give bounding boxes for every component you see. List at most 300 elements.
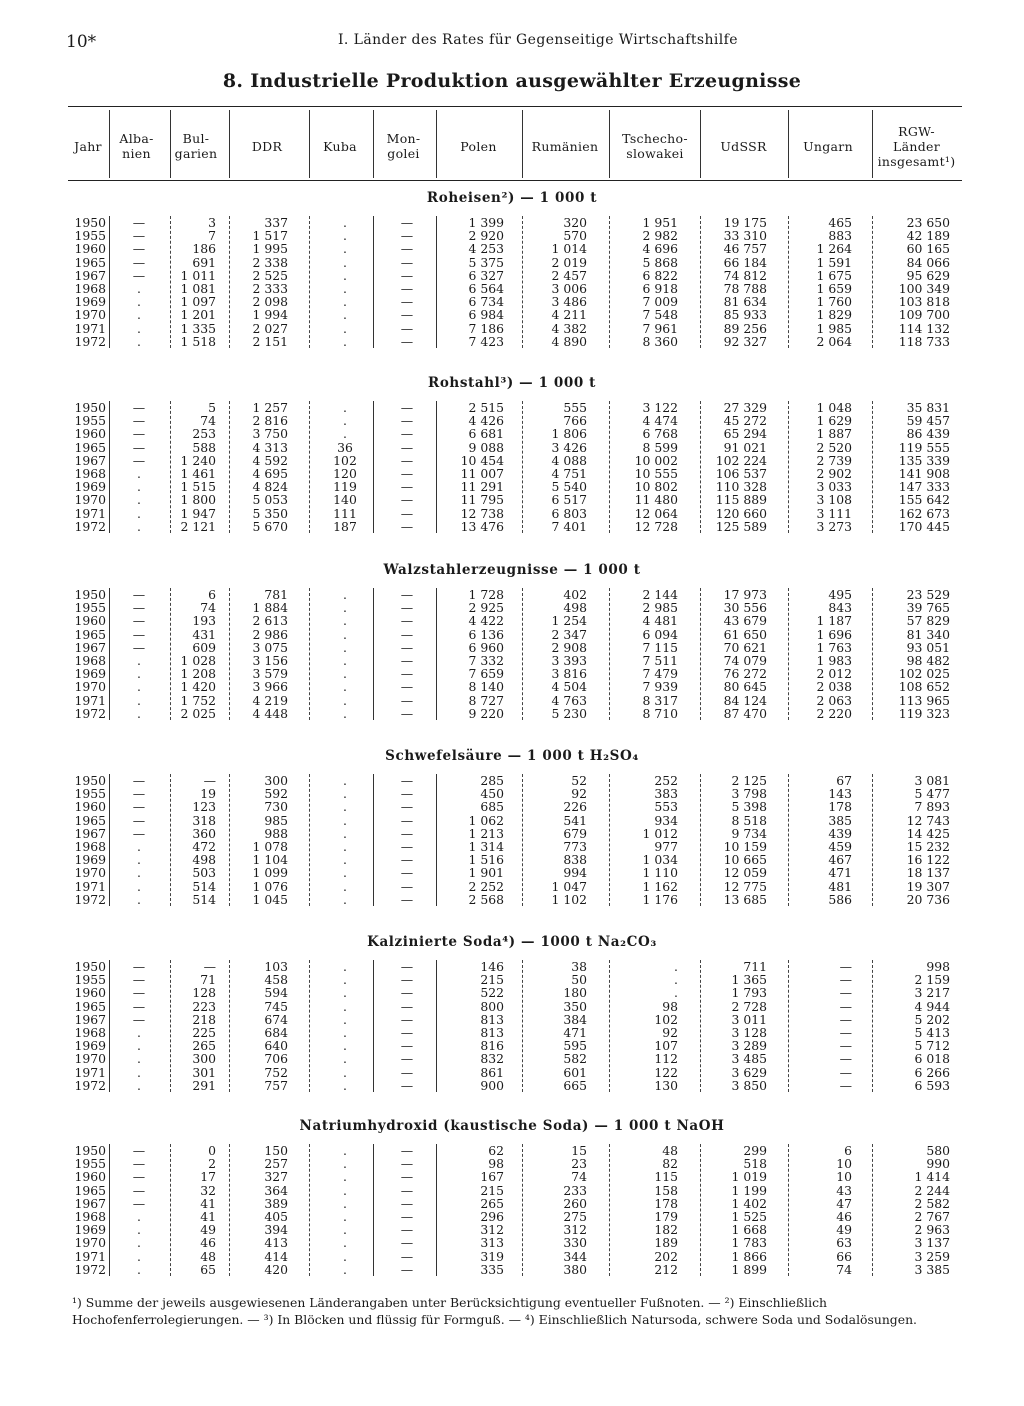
table-cell-mongolei: — xyxy=(400,825,414,841)
table-cell-kuba: . xyxy=(343,307,347,323)
header-separator xyxy=(522,110,523,178)
table-cell-udssr: 3 011 xyxy=(731,1011,767,1027)
header-bottom-rule xyxy=(68,180,962,181)
table-cell-tschechoslowakei: 6 822 xyxy=(642,267,678,283)
table-cell-mongolei: — xyxy=(400,1038,414,1054)
table-cell-albanien: . xyxy=(137,653,141,668)
table-cell-rumaenien: 384 xyxy=(563,1011,587,1027)
table-cell-mongolei: — xyxy=(400,400,414,415)
table-cell-udssr: 1 783 xyxy=(731,1235,767,1251)
table-cell-polen: 146 xyxy=(480,959,504,974)
table-cell-polen: 1 516 xyxy=(468,852,504,868)
table-cell-udssr: 1 199 xyxy=(731,1182,767,1198)
table-cell-polen: 6 734 xyxy=(468,294,504,310)
table-cell-bulgarien: 609 xyxy=(192,639,216,655)
table-cell-ddr: 4 592 xyxy=(252,452,288,468)
table-cell-polen: 2 515 xyxy=(468,400,504,415)
table-cell-rgw: 93 051 xyxy=(906,639,950,655)
table-cell-ddr: 1 884 xyxy=(252,600,288,616)
table-cell-rumaenien: 380 xyxy=(563,1261,587,1277)
table-cell-mongolei: — xyxy=(400,891,414,907)
table-cell-udssr: 3 629 xyxy=(731,1064,767,1080)
table-cell-tschechoslowakei: 202 xyxy=(654,1248,678,1264)
table-cell-albanien: — xyxy=(132,998,146,1014)
table-cell-bulgarien: 318 xyxy=(192,812,216,828)
table-cell-jahr: 1972 xyxy=(74,1077,106,1093)
table-cell-ungarn: — xyxy=(839,959,852,974)
table-cell-jahr: 1965 xyxy=(74,812,106,828)
table-cell-albanien: — xyxy=(132,613,146,629)
section-title: Walzstahlerzeugnisse — 1 000 t xyxy=(383,562,641,578)
table-row xyxy=(0,866,1024,879)
table-cell-polen: 11 291 xyxy=(460,479,504,495)
table-cell-udssr: 711 xyxy=(743,959,767,974)
table-cell-ddr: 706 xyxy=(264,1051,288,1067)
table-cell-rumaenien: 471 xyxy=(563,1025,587,1040)
table-cell-rgw: 1 414 xyxy=(914,1169,950,1185)
table-cell-bulgarien: 265 xyxy=(192,1038,216,1054)
table-cell-polen: 313 xyxy=(480,1235,504,1251)
table-cell-bulgarien: 291 xyxy=(192,1077,216,1093)
table-cell-tschechoslowakei: 12 728 xyxy=(634,518,678,534)
table-row xyxy=(0,1026,1024,1039)
table-cell-jahr: 1972 xyxy=(74,705,106,721)
table-cell-rumaenien: 38 xyxy=(571,959,587,974)
table-cell-rgw: 18 137 xyxy=(906,865,950,881)
table-cell-ungarn: 1 264 xyxy=(816,241,852,257)
table-row xyxy=(0,322,1024,335)
table-cell-kuba: 187 xyxy=(333,518,357,534)
table-cell-rgw: 5 712 xyxy=(914,1038,950,1054)
table-cell-kuba: . xyxy=(343,692,347,708)
table-cell-mongolei: — xyxy=(400,1143,414,1158)
table-cell-ungarn: 49 xyxy=(836,1222,852,1238)
table-row xyxy=(0,1223,1024,1236)
table-cell-mongolei: — xyxy=(400,426,414,442)
table-cell-bulgarien: 588 xyxy=(192,439,216,455)
table-cell-bulgarien: 0 xyxy=(208,1143,216,1158)
table-cell-bulgarien: 1 011 xyxy=(180,267,216,283)
table-cell-bulgarien: 2 121 xyxy=(180,518,216,534)
table-cell-ddr: 3 750 xyxy=(252,426,288,442)
table-cell-tschechoslowakei: 7 479 xyxy=(642,666,678,682)
table-cell-jahr: 1960 xyxy=(74,426,106,442)
table-cell-albanien: . xyxy=(137,505,141,521)
table-cell-mongolei: — xyxy=(400,639,414,655)
table-cell-ungarn: 2 038 xyxy=(816,679,852,695)
table-cell-albanien: . xyxy=(137,852,141,868)
table-cell-albanien: — xyxy=(132,799,146,815)
table-cell-bulgarien: 123 xyxy=(192,799,216,815)
table-row xyxy=(0,1184,1024,1197)
table-cell-kuba: . xyxy=(343,1025,347,1040)
table-cell-jahr: 1960 xyxy=(74,799,106,815)
table-cell-tschechoslowakei: 11 480 xyxy=(634,492,678,508)
table-cell-polen: 2 568 xyxy=(468,891,504,907)
table-cell-udssr: 5 398 xyxy=(731,799,767,815)
table-cell-mongolei: — xyxy=(400,705,414,721)
table-row xyxy=(0,401,1024,414)
table-cell-mongolei: — xyxy=(400,466,414,481)
table-cell-albanien: — xyxy=(132,452,146,468)
table-cell-ungarn: 843 xyxy=(828,600,852,616)
table-cell-jahr: 1950 xyxy=(74,587,106,602)
table-cell-mongolei: — xyxy=(400,320,414,336)
table-cell-albanien: . xyxy=(137,878,141,894)
table-cell-polen: 685 xyxy=(480,799,504,815)
table-cell-polen: 11 007 xyxy=(460,466,504,481)
table-cell-polen: 8 727 xyxy=(468,692,504,708)
table-cell-rgw: 59 457 xyxy=(906,413,950,429)
table-cell-tschechoslowakei: 2 985 xyxy=(642,600,678,616)
table-cell-rumaenien: 1 254 xyxy=(551,613,587,629)
table-cell-kuba: . xyxy=(343,241,347,257)
table-row xyxy=(0,588,1024,601)
table-cell-jahr: 1971 xyxy=(74,320,106,336)
table-cell-jahr: 1969 xyxy=(74,666,106,682)
table-cell-rumaenien: 4 751 xyxy=(551,466,587,481)
table-cell-udssr: 76 272 xyxy=(723,666,767,682)
table-cell-udssr: 13 685 xyxy=(723,891,767,907)
table-cell-rumaenien: 92 xyxy=(571,786,587,802)
table-cell-mongolei: — xyxy=(400,333,414,349)
table-cell-rumaenien: 1 014 xyxy=(551,241,587,257)
table-cell-ddr: 745 xyxy=(264,998,288,1014)
table-cell-tschechoslowakei: 189 xyxy=(654,1235,678,1251)
table-row xyxy=(0,1013,1024,1026)
table-cell-ungarn: 74 xyxy=(836,1261,852,1277)
table-cell-albanien: . xyxy=(137,666,141,682)
table-cell-rgw: 2 582 xyxy=(914,1195,950,1211)
table-cell-mongolei: — xyxy=(400,1248,414,1264)
table-cell-polen: 2 925 xyxy=(468,600,504,616)
table-cell-kuba: . xyxy=(343,1182,347,1198)
table-cell-tschechoslowakei: 7 961 xyxy=(642,320,678,336)
table-cell-rgw: 114 132 xyxy=(898,320,950,336)
table-cell-udssr: 12 059 xyxy=(723,865,767,881)
table-row xyxy=(0,960,1024,973)
table-cell-ddr: 300 xyxy=(264,773,288,788)
table-cell-udssr: 1 899 xyxy=(731,1261,767,1277)
table-cell-jahr: 1967 xyxy=(74,452,106,468)
table-cell-ddr: 2 986 xyxy=(252,626,288,642)
table-cell-rgw: 3 137 xyxy=(914,1235,950,1251)
table-cell-jahr: 1955 xyxy=(74,228,106,244)
table-cell-mongolei: — xyxy=(400,812,414,828)
table-cell-rgw: 147 333 xyxy=(898,479,950,495)
table-cell-ungarn: 1 659 xyxy=(816,281,852,296)
table-cell-jahr: 1969 xyxy=(74,852,106,868)
table-cell-rgw: 109 700 xyxy=(898,307,950,323)
table-cell-rumaenien: 15 xyxy=(571,1143,587,1158)
table-cell-jahr: 1971 xyxy=(74,878,106,894)
table-cell-rumaenien: 595 xyxy=(563,1038,587,1054)
table-cell-udssr: 19 175 xyxy=(723,215,767,230)
table-cell-polen: 6 564 xyxy=(468,281,504,296)
table-cell-ddr: 3 579 xyxy=(252,666,288,682)
table-cell-bulgarien: 186 xyxy=(192,241,216,257)
table-row xyxy=(0,467,1024,480)
table-cell-tschechoslowakei: 4 481 xyxy=(642,613,678,629)
table-cell-bulgarien: 1 081 xyxy=(180,281,216,296)
table-cell-bulgarien: 691 xyxy=(192,254,216,270)
column-header-albanien: Alba- nien xyxy=(119,131,154,161)
table-cell-tschechoslowakei: 1 951 xyxy=(642,215,678,230)
table-cell-tschechoslowakei: . xyxy=(674,972,678,988)
table-cell-ddr: 458 xyxy=(264,972,288,988)
table-row xyxy=(0,335,1024,348)
table-cell-ungarn: 2 063 xyxy=(816,692,852,708)
table-cell-mongolei: — xyxy=(400,839,414,854)
table-row xyxy=(0,774,1024,787)
table-cell-kuba: 111 xyxy=(333,505,357,521)
table-cell-kuba: . xyxy=(343,839,347,854)
table-cell-udssr: 80 645 xyxy=(723,679,767,695)
table-cell-mongolei: — xyxy=(400,505,414,521)
table-cell-kuba: . xyxy=(343,1222,347,1238)
table-cell-rgw: 580 xyxy=(926,1143,950,1158)
table-cell-tschechoslowakei: 934 xyxy=(654,812,678,828)
table-top-rule xyxy=(68,106,962,107)
table-cell-rgw: 108 652 xyxy=(898,679,950,695)
table-cell-kuba: . xyxy=(343,600,347,616)
table-cell-polen: 6 960 xyxy=(468,639,504,655)
table-cell-jahr: 1971 xyxy=(74,1064,106,1080)
table-cell-mongolei: — xyxy=(400,228,414,244)
table-cell-tschechoslowakei: 1 110 xyxy=(642,865,678,881)
table-cell-rumaenien: 275 xyxy=(563,1209,587,1224)
table-cell-kuba: . xyxy=(343,705,347,721)
table-cell-rgw: 84 066 xyxy=(906,254,950,270)
table-cell-ungarn: — xyxy=(839,985,852,1001)
table-cell-udssr: 89 256 xyxy=(723,320,767,336)
table-cell-tschechoslowakei: 252 xyxy=(654,773,678,788)
table-row xyxy=(0,614,1024,627)
table-cell-ungarn: 1 763 xyxy=(816,639,852,655)
table-cell-ddr: 1 099 xyxy=(252,865,288,881)
table-cell-polen: 296 xyxy=(480,1209,504,1224)
table-cell-kuba: . xyxy=(343,626,347,642)
table-cell-tschechoslowakei: 122 xyxy=(654,1064,678,1080)
table-cell-mongolei: — xyxy=(400,959,414,974)
footnotes: ¹) Summe der jeweils ausgewiesenen Länderangaben unter Berücksichtigung eventueller Fußnoten. — ²) Einschließlich Hochofenferrolegierungen. — ³) In Blöcken und flüssig für Formguß. — ⁴) Einschließlich Natursoda, schwere Soda und Sodalösungen. xyxy=(72,1295,917,1327)
table-cell-ungarn: — xyxy=(839,1077,852,1093)
table-cell-albanien: — xyxy=(132,825,146,841)
table-cell-rgw: 100 349 xyxy=(898,281,950,296)
table-cell-udssr: 110 328 xyxy=(715,479,767,495)
column-header-mongolei: Mon- golei xyxy=(386,131,421,161)
table-cell-rgw: 2 159 xyxy=(914,972,950,988)
table-cell-tschechoslowakei: 179 xyxy=(654,1209,678,1224)
table-cell-tschechoslowakei: 1 176 xyxy=(642,891,678,907)
table-cell-jahr: 1960 xyxy=(74,1169,106,1185)
table-cell-jahr: 1968 xyxy=(74,281,106,296)
table-cell-ungarn: 143 xyxy=(828,786,852,802)
table-cell-mongolei: — xyxy=(400,692,414,708)
table-cell-udssr: 3 798 xyxy=(731,786,767,802)
table-cell-mongolei: — xyxy=(400,998,414,1014)
table-row xyxy=(0,1144,1024,1157)
header-separator xyxy=(609,110,610,178)
table-cell-ungarn: 1 675 xyxy=(816,267,852,283)
table-cell-kuba: . xyxy=(343,254,347,270)
table-cell-tschechoslowakei: 383 xyxy=(654,786,678,802)
table-cell-polen: 335 xyxy=(480,1261,504,1277)
table-cell-jahr: 1955 xyxy=(74,600,106,616)
table-row xyxy=(0,229,1024,242)
table-row xyxy=(0,1079,1024,1092)
table-cell-ungarn: 1 985 xyxy=(816,320,852,336)
table-cell-rumaenien: 665 xyxy=(563,1077,587,1093)
table-cell-udssr: 1 866 xyxy=(731,1248,767,1264)
table-row xyxy=(0,1157,1024,1170)
table-cell-ddr: 1 517 xyxy=(252,228,288,244)
table-cell-bulgarien: 41 xyxy=(200,1209,216,1224)
table-cell-udssr: 3 485 xyxy=(731,1051,767,1067)
table-cell-udssr: 74 079 xyxy=(723,653,767,668)
table-cell-tschechoslowakei: 12 064 xyxy=(634,505,678,521)
table-cell-rumaenien: 582 xyxy=(563,1051,587,1067)
table-cell-rgw: 3 217 xyxy=(914,985,950,1001)
table-cell-ddr: 674 xyxy=(264,1011,288,1027)
table-cell-albanien: — xyxy=(132,215,146,230)
table-cell-kuba: . xyxy=(343,891,347,907)
table-cell-ddr: 420 xyxy=(264,1261,288,1277)
table-cell-mongolei: — xyxy=(400,600,414,616)
table-cell-bulgarien: 1 420 xyxy=(180,679,216,695)
table-cell-ungarn: 1 591 xyxy=(816,254,852,270)
table-cell-polen: 215 xyxy=(480,972,504,988)
table-cell-tschechoslowakei: 212 xyxy=(654,1261,678,1277)
table-row xyxy=(0,1039,1024,1052)
table-cell-jahr: 1970 xyxy=(74,679,106,695)
table-cell-udssr: 1 402 xyxy=(731,1195,767,1211)
table-cell-mongolei: — xyxy=(400,613,414,629)
table-cell-polen: 800 xyxy=(480,998,504,1014)
table-cell-ddr: 1 995 xyxy=(252,241,288,257)
table-cell-jahr: 1967 xyxy=(74,267,106,283)
table-cell-ddr: 988 xyxy=(264,825,288,841)
table-cell-ungarn: 6 xyxy=(844,1143,852,1158)
table-cell-jahr: 1967 xyxy=(74,1011,106,1027)
table-cell-tschechoslowakei: 8 710 xyxy=(642,705,678,721)
table-cell-ungarn: 1 887 xyxy=(816,426,852,442)
table-cell-ddr: 2 525 xyxy=(252,267,288,283)
table-cell-polen: 7 332 xyxy=(468,653,504,668)
table-cell-bulgarien: 1 240 xyxy=(180,452,216,468)
table-cell-ungarn: 459 xyxy=(828,839,852,854)
table-cell-albanien: . xyxy=(137,1222,141,1238)
table-cell-rumaenien: 260 xyxy=(563,1195,587,1211)
table-cell-kuba: . xyxy=(343,587,347,602)
table-cell-jahr: 1955 xyxy=(74,786,106,802)
table-cell-albanien: — xyxy=(132,1182,146,1198)
table-cell-polen: 7 423 xyxy=(468,333,504,349)
table-cell-jahr: 1972 xyxy=(74,333,106,349)
table-cell-jahr: 1970 xyxy=(74,865,106,881)
table-cell-polen: 1 314 xyxy=(468,839,504,854)
table-cell-ungarn: 2 220 xyxy=(816,705,852,721)
table-cell-kuba: . xyxy=(343,1209,347,1224)
table-cell-mongolei: — xyxy=(400,241,414,257)
table-cell-rumaenien: 2 457 xyxy=(551,267,587,283)
table-cell-bulgarien: 431 xyxy=(192,626,216,642)
table-cell-tschechoslowakei: 8 360 xyxy=(642,333,678,349)
header-separator xyxy=(373,110,374,178)
table-cell-rumaenien: 3 486 xyxy=(551,294,587,310)
table-cell-ungarn: 47 xyxy=(836,1195,852,1211)
table-cell-ungarn: 586 xyxy=(828,891,852,907)
table-cell-bulgarien: 1 335 xyxy=(180,320,216,336)
table-cell-udssr: 84 124 xyxy=(723,692,767,708)
table-cell-polen: 12 738 xyxy=(460,505,504,521)
table-cell-kuba: . xyxy=(343,825,347,841)
table-cell-rgw: 95 629 xyxy=(906,267,950,283)
table-cell-mongolei: — xyxy=(400,215,414,230)
table-cell-tschechoslowakei: 10 802 xyxy=(634,479,678,495)
table-cell-albanien: . xyxy=(137,1038,141,1054)
table-cell-kuba: . xyxy=(343,865,347,881)
table-cell-tschechoslowakei: 3 122 xyxy=(642,400,678,415)
table-cell-bulgarien: 1 461 xyxy=(180,466,216,481)
header-separator xyxy=(229,110,230,178)
table-cell-rumaenien: 4 504 xyxy=(551,679,587,695)
table-cell-ungarn: — xyxy=(839,972,852,988)
table-cell-polen: 319 xyxy=(480,1248,504,1264)
table-cell-mongolei: — xyxy=(400,972,414,988)
table-cell-tschechoslowakei: 158 xyxy=(654,1182,678,1198)
table-cell-tschechoslowakei: 4 474 xyxy=(642,413,678,429)
table-cell-tschechoslowakei: 107 xyxy=(654,1038,678,1054)
table-cell-udssr: 30 556 xyxy=(723,600,767,616)
table-cell-bulgarien: 1 518 xyxy=(180,333,216,349)
table-cell-rgw: 16 122 xyxy=(906,852,950,868)
table-cell-ddr: 1 078 xyxy=(252,839,288,854)
table-cell-ungarn: 1 760 xyxy=(816,294,852,310)
table-cell-mongolei: — xyxy=(400,1011,414,1027)
table-cell-ddr: 2 613 xyxy=(252,613,288,629)
table-cell-rumaenien: 1 047 xyxy=(551,878,587,894)
table-cell-rgw: 2 963 xyxy=(914,1222,950,1238)
table-cell-ungarn: 2 902 xyxy=(816,466,852,481)
table-row xyxy=(0,986,1024,999)
table-cell-ddr: 2 338 xyxy=(252,254,288,270)
table-cell-rumaenien: 4 890 xyxy=(551,333,587,349)
table-cell-ungarn: 3 111 xyxy=(816,505,852,521)
table-cell-rumaenien: 679 xyxy=(563,825,587,841)
table-cell-udssr: 1 019 xyxy=(731,1169,767,1185)
table-cell-bulgarien: 2 025 xyxy=(180,705,216,721)
table-cell-ddr: 1 045 xyxy=(252,891,288,907)
table-cell-jahr: 1970 xyxy=(74,307,106,323)
table-cell-albanien: . xyxy=(137,1261,141,1277)
table-cell-tschechoslowakei: 115 xyxy=(654,1169,678,1185)
table-cell-mongolei: — xyxy=(400,878,414,894)
table-cell-mongolei: — xyxy=(400,1222,414,1238)
table-cell-kuba: . xyxy=(343,1077,347,1093)
table-cell-jahr: 1970 xyxy=(74,492,106,508)
table-row xyxy=(0,787,1024,800)
table-cell-kuba: . xyxy=(343,1011,347,1027)
column-header-polen: Polen xyxy=(460,138,497,154)
table-cell-bulgarien: 223 xyxy=(192,998,216,1014)
table-cell-albanien: . xyxy=(137,705,141,721)
table-title: 8. Industrielle Produktion ausgewählter Erzeugnisse xyxy=(222,70,802,92)
table-row xyxy=(0,441,1024,454)
table-cell-mongolei: — xyxy=(400,307,414,323)
table-cell-tschechoslowakei: 553 xyxy=(654,799,678,815)
table-row xyxy=(0,427,1024,440)
